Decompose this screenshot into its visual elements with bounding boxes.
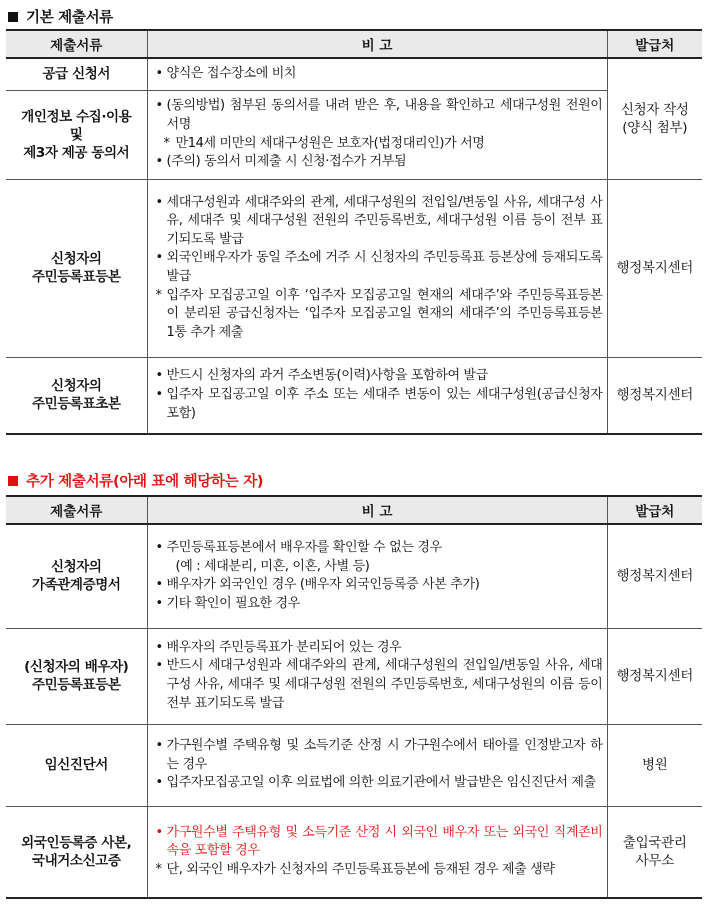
- document-issuer: 행정복지센터: [607, 357, 702, 434]
- table-header-row: [6, 496, 702, 524]
- table-row: [6, 58, 702, 90]
- document-issuer: 행정복지센터: [607, 524, 702, 628]
- header-notes: 비 고: [147, 30, 607, 58]
- document-notes: • 배우자의 주민등록표가 분리되어 있는 경우 • 반드시 세대구성원과 세대주와의 관계, 세대구성원의 전입일/변동일 사유, 세대구성 사유, 세대주 및 세대구성원 전원의 주민등록번호, 세대구성원의 이름 등이 전부 표기되도록 발급: [147, 628, 607, 724]
- document-notes: • 세대구성원과 세대주와의 관계, 세대구성원의 전입일/변동일 사유, 세대구성 사유, 세대주 및 세대구성원 전원의 주민등록번호, 세대구성원 이름 등이 전부 표기되도록 발급 • 외국인배우자가 동일 주소에 거주 시 신청자의 주민등록표 등본상에 등재되도록 발급 * 입주자 모집공고일 이후 ‘입주자 모집공고일 현재의 세대주’와 주민등록표등본이 분리된 공급신청자는 ‘입주자 모집공고일 현재의 세대주’의 주민등록표등본 1통 추가 제출: [147, 179, 607, 357]
- document-notes: • 가구원수별 주택유형 및 소득기준 산정 시 외국인 배우자 또는 외국인 직계존비속을 포함할 경우 * 단, 외국인 배우자가 신청자의 주민등록표등본에 등재된 경우 제출 생략: [147, 806, 607, 898]
- header-notes: 비 고: [147, 496, 607, 524]
- header-issuer: 발급처: [607, 496, 702, 524]
- document-issuer: 행정복지센터: [607, 628, 702, 724]
- square-bullet-icon: [8, 476, 18, 486]
- table-row: [6, 524, 702, 628]
- document-notes: • 반드시 신청자의 과거 주소변동(이력)사항을 포함하여 발급 • 입주자 모집공고일 이후 주소 또는 세대주 변동이 있는 세대구성원(공급신청자 포함): [147, 357, 607, 434]
- document-notes: • 가구원수별 주택유형 및 소득기준 산정 시 가구원수에서 태아를 인정받고자 하는 경우 • 입주자모집공고일 이후 의료법에 의한 의료기관에서 발급받은 임신진단서 제출: [147, 724, 607, 806]
- document-notes: • 양식은 접수장소에 비치: [147, 58, 607, 90]
- header-issuer: 발급처: [607, 30, 702, 58]
- table-row: [6, 179, 702, 357]
- document-issuer: 출입국관리 사무소: [607, 806, 702, 898]
- square-bullet-icon: [8, 12, 18, 22]
- document-name: 신청자의 가족관계증명서: [6, 524, 147, 628]
- table-row: [6, 806, 702, 898]
- header-document: 제출서류: [6, 30, 147, 58]
- document-name: 외국인등록증 사본, 국내거소신고증: [6, 806, 147, 898]
- table-row: [6, 628, 702, 724]
- document-notes: • (동의방법) 첨부된 동의서를 내려 받은 후, 내용을 확인하고 세대구성원 전원이 서명 * 만14세 미만의 세대구성원은 보호자(법정대리인)가 서명 • (주의) 동의서 미제출 시 신청·접수가 거부됨: [147, 90, 607, 179]
- table-row: [6, 90, 702, 179]
- table-row: [6, 357, 702, 434]
- document-notes: • 주민등록표등본에서 배우자를 확인할 수 없는 경우 (예 : 세대분리, 미혼, 이혼, 사별 등) • 배우자가 외국인인 경우 (배우자 외국인등록증 사본 추가) • 기타 확인이 필요한 경우: [147, 524, 607, 628]
- document-issuer: 행정복지센터: [607, 179, 702, 357]
- document-issuer: 병원: [607, 724, 702, 806]
- additional-documents-table: [6, 495, 702, 899]
- document-name: 신청자의 주민등록표초본: [6, 357, 147, 434]
- table-header-row: [6, 30, 702, 58]
- document-name: 공급 신청서: [6, 58, 147, 90]
- section1-title: 기본 제출서류: [8, 6, 113, 27]
- section2-title: 추가 제출서류(아래 표에 해당하는 자): [8, 470, 263, 491]
- table-row: [6, 724, 702, 806]
- document-name: 임신진단서: [6, 724, 147, 806]
- document-name: 신청자의 주민등록표등본: [6, 179, 147, 357]
- basic-documents-table: [6, 29, 702, 435]
- header-document: 제출서류: [6, 496, 147, 524]
- document-name: (신청자의 배우자) 주민등록표등본: [6, 628, 147, 724]
- document-name: 개인정보 수집·이용 및 제3자 제공 동의서: [6, 90, 147, 179]
- document-issuer: 신청자 작성 (양식 첨부): [607, 58, 702, 179]
